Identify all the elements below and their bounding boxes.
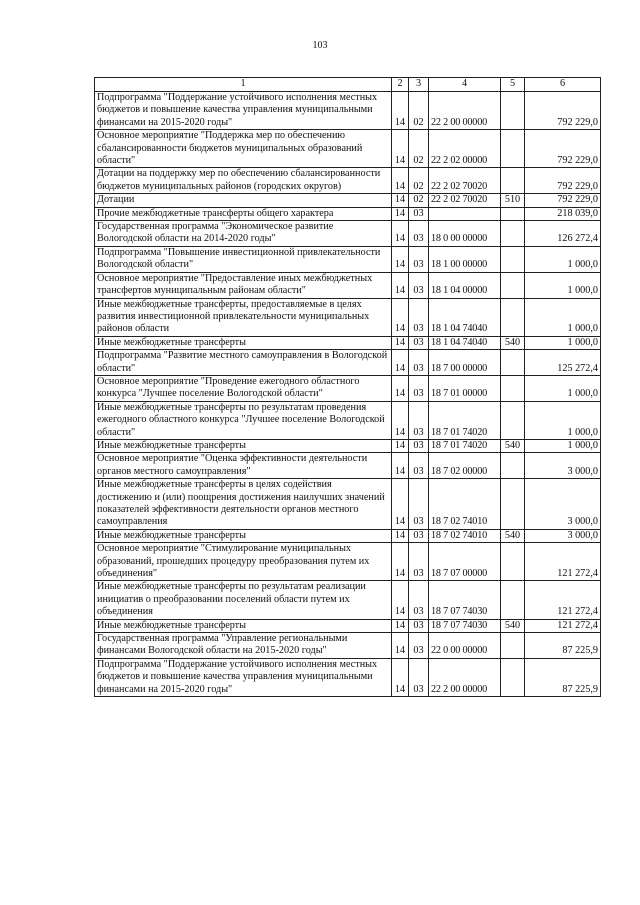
target-article-code: 22 2 02 70020 bbox=[429, 194, 501, 207]
table-row bbox=[95, 453, 601, 479]
target-article-code: 18 7 02 74010 bbox=[429, 529, 501, 542]
section-code: 14 bbox=[392, 658, 409, 696]
table-row bbox=[95, 479, 601, 530]
amount: 1 000,0 bbox=[525, 272, 601, 298]
subsection-code: 02 bbox=[409, 130, 429, 168]
row-name: Основное мероприятие "Предоставление иных межбюджетных трансфертов муниципальным районам области" bbox=[95, 272, 392, 298]
budget-table bbox=[94, 77, 601, 697]
amount: 792 229,0 bbox=[525, 130, 601, 168]
section-code: 14 bbox=[392, 207, 409, 220]
subsection-code: 03 bbox=[409, 439, 429, 452]
row-name: Иные межбюджетные трансферты bbox=[95, 439, 392, 452]
table-header-row bbox=[95, 78, 601, 92]
expense-type-code: 540 bbox=[501, 619, 525, 632]
section-code: 14 bbox=[392, 336, 409, 349]
expense-type-code: 540 bbox=[501, 439, 525, 452]
section-code: 14 bbox=[392, 298, 409, 336]
expense-type-code bbox=[501, 479, 525, 530]
table-row bbox=[95, 336, 601, 349]
subsection-code: 03 bbox=[409, 246, 429, 272]
subsection-code: 03 bbox=[409, 453, 429, 479]
row-name: Иные межбюджетные трансферты, предоставляемые в целях развития инвестиционной привлекательности муниципальных районов области bbox=[95, 298, 392, 336]
expense-type-code: 510 bbox=[501, 194, 525, 207]
column-header: 1 bbox=[95, 78, 392, 92]
amount: 218 039,0 bbox=[525, 207, 601, 220]
target-article-code: 18 7 02 74010 bbox=[429, 479, 501, 530]
expense-type-code bbox=[501, 92, 525, 130]
table-row bbox=[95, 375, 601, 401]
section-code: 14 bbox=[392, 350, 409, 376]
section-code: 14 bbox=[392, 375, 409, 401]
amount: 87 225,9 bbox=[525, 658, 601, 696]
section-code: 14 bbox=[392, 633, 409, 659]
column-header: 4 bbox=[429, 78, 501, 92]
row-name: Иные межбюджетные трансферты bbox=[95, 619, 392, 632]
subsection-code: 02 bbox=[409, 194, 429, 207]
table-row bbox=[95, 633, 601, 659]
table-row bbox=[95, 246, 601, 272]
target-article-code: 22 2 00 00000 bbox=[429, 658, 501, 696]
expense-type-code bbox=[501, 246, 525, 272]
expense-type-code bbox=[501, 272, 525, 298]
amount: 87 225,9 bbox=[525, 633, 601, 659]
table-row bbox=[95, 130, 601, 168]
expense-type-code bbox=[501, 298, 525, 336]
amount: 126 272,4 bbox=[525, 221, 601, 247]
subsection-code: 02 bbox=[409, 168, 429, 194]
column-header: 5 bbox=[501, 78, 525, 92]
table-row bbox=[95, 401, 601, 439]
target-article-code: 18 1 04 74040 bbox=[429, 298, 501, 336]
table-row bbox=[95, 168, 601, 194]
amount: 3 000,0 bbox=[525, 529, 601, 542]
target-article-code bbox=[429, 207, 501, 220]
subsection-code: 03 bbox=[409, 207, 429, 220]
subsection-code: 03 bbox=[409, 479, 429, 530]
section-code: 14 bbox=[392, 130, 409, 168]
target-article-code: 18 7 01 00000 bbox=[429, 375, 501, 401]
target-article-code: 18 7 07 00000 bbox=[429, 543, 501, 581]
subsection-code: 03 bbox=[409, 221, 429, 247]
target-article-code: 18 1 04 74040 bbox=[429, 336, 501, 349]
target-article-code: 22 0 00 00000 bbox=[429, 633, 501, 659]
amount: 1 000,0 bbox=[525, 298, 601, 336]
expense-type-code bbox=[501, 375, 525, 401]
table-row bbox=[95, 207, 601, 220]
row-name: Иные межбюджетные трансферты по результатам реализации инициатив о преобразовании поселений области путем их объединения bbox=[95, 581, 392, 619]
section-code: 14 bbox=[392, 543, 409, 581]
amount: 1 000,0 bbox=[525, 439, 601, 452]
amount: 121 272,4 bbox=[525, 543, 601, 581]
section-code: 14 bbox=[392, 221, 409, 247]
table-row bbox=[95, 272, 601, 298]
expense-type-code bbox=[501, 633, 525, 659]
expense-type-code bbox=[501, 543, 525, 581]
row-name: Иные межбюджетные трансферты bbox=[95, 529, 392, 542]
amount: 792 229,0 bbox=[525, 92, 601, 130]
section-code: 14 bbox=[392, 581, 409, 619]
subsection-code: 03 bbox=[409, 298, 429, 336]
target-article-code: 18 1 04 00000 bbox=[429, 272, 501, 298]
table-row bbox=[95, 350, 601, 376]
row-name: Дотации bbox=[95, 194, 392, 207]
subsection-code: 03 bbox=[409, 350, 429, 376]
table-row bbox=[95, 439, 601, 452]
expense-type-code bbox=[501, 168, 525, 194]
row-name: Прочие межбюджетные трансферты общего характера bbox=[95, 207, 392, 220]
section-code: 14 bbox=[392, 246, 409, 272]
amount: 792 229,0 bbox=[525, 168, 601, 194]
subsection-code: 03 bbox=[409, 543, 429, 581]
expense-type-code bbox=[501, 453, 525, 479]
section-code: 14 bbox=[392, 194, 409, 207]
section-code: 14 bbox=[392, 272, 409, 298]
expense-type-code bbox=[501, 658, 525, 696]
table-row bbox=[95, 529, 601, 542]
target-article-code: 22 2 02 00000 bbox=[429, 130, 501, 168]
subsection-code: 03 bbox=[409, 619, 429, 632]
page-number: 103 bbox=[312, 40, 328, 51]
target-article-code: 18 7 07 74030 bbox=[429, 619, 501, 632]
section-code: 14 bbox=[392, 453, 409, 479]
row-name: Подпрограмма "Развитие местного самоуправления в Вологодской области" bbox=[95, 350, 392, 376]
row-name: Подпрограмма "Поддержание устойчивого исполнения местных бюджетов и повышение качества управления муниципальными финансами на 2015-2020 годы" bbox=[95, 92, 392, 130]
target-article-code: 18 0 00 00000 bbox=[429, 221, 501, 247]
section-code: 14 bbox=[392, 439, 409, 452]
subsection-code: 03 bbox=[409, 375, 429, 401]
row-name: Государственная программа "Управление региональными финансами Вологодской области на 2015-2020 годы" bbox=[95, 633, 392, 659]
column-header: 2 bbox=[392, 78, 409, 92]
expense-type-code bbox=[501, 581, 525, 619]
expense-type-code bbox=[501, 350, 525, 376]
target-article-code: 18 7 07 74030 bbox=[429, 581, 501, 619]
section-code: 14 bbox=[392, 479, 409, 530]
column-header: 3 bbox=[409, 78, 429, 92]
subsection-code: 03 bbox=[409, 633, 429, 659]
section-code: 14 bbox=[392, 529, 409, 542]
expense-type-code bbox=[501, 130, 525, 168]
row-name: Иные межбюджетные трансферты bbox=[95, 336, 392, 349]
table-row bbox=[95, 194, 601, 207]
target-article-code: 18 7 01 74020 bbox=[429, 439, 501, 452]
expense-type-code: 540 bbox=[501, 336, 525, 349]
target-article-code: 22 2 00 00000 bbox=[429, 92, 501, 130]
amount: 1 000,0 bbox=[525, 401, 601, 439]
table-row bbox=[95, 92, 601, 130]
amount: 1 000,0 bbox=[525, 375, 601, 401]
row-name: Иные межбюджетные трансферты по результатам проведения ежегодного областного конкурса "Лучшее поселение Вологодской области" bbox=[95, 401, 392, 439]
amount: 1 000,0 bbox=[525, 336, 601, 349]
row-name: Основное мероприятие "Поддержка мер по обеспечению сбалансированности бюджетов муниципальных образований области" bbox=[95, 130, 392, 168]
section-code: 14 bbox=[392, 92, 409, 130]
expense-type-code bbox=[501, 401, 525, 439]
amount: 121 272,4 bbox=[525, 581, 601, 619]
row-name: Основное мероприятие "Стимулирование муниципальных образований, прошедших процедуру преобразования путем их объединения" bbox=[95, 543, 392, 581]
subsection-code: 03 bbox=[409, 529, 429, 542]
table-row bbox=[95, 619, 601, 632]
row-name: Подпрограмма "Поддержание устойчивого исполнения местных бюджетов и повышение качества управления муниципальными финансами на 2015-2020 годы" bbox=[95, 658, 392, 696]
target-article-code: 22 2 02 70020 bbox=[429, 168, 501, 194]
row-name: Дотации на поддержку мер по обеспечению сбалансированности бюджетов муниципальных районов (городских округов) bbox=[95, 168, 392, 194]
target-article-code: 18 7 01 74020 bbox=[429, 401, 501, 439]
target-article-code: 18 7 00 00000 bbox=[429, 350, 501, 376]
subsection-code: 03 bbox=[409, 401, 429, 439]
subsection-code: 03 bbox=[409, 581, 429, 619]
table-row bbox=[95, 298, 601, 336]
expense-type-code bbox=[501, 207, 525, 220]
expense-type-code bbox=[501, 221, 525, 247]
section-code: 14 bbox=[392, 401, 409, 439]
target-article-code: 18 7 02 00000 bbox=[429, 453, 501, 479]
row-name: Основное мероприятие "Оценка эффективности деятельности органов местного самоуправления" bbox=[95, 453, 392, 479]
column-header: 6 bbox=[525, 78, 601, 92]
amount: 125 272,4 bbox=[525, 350, 601, 376]
subsection-code: 02 bbox=[409, 92, 429, 130]
row-name: Основное мероприятие "Проведение ежегодного областного конкурса "Лучшее поселение Вологодской области" bbox=[95, 375, 392, 401]
section-code: 14 bbox=[392, 168, 409, 194]
section-code: 14 bbox=[392, 619, 409, 632]
table-row bbox=[95, 658, 601, 696]
subsection-code: 03 bbox=[409, 272, 429, 298]
subsection-code: 03 bbox=[409, 336, 429, 349]
amount: 1 000,0 bbox=[525, 246, 601, 272]
table-row bbox=[95, 543, 601, 581]
amount: 3 000,0 bbox=[525, 453, 601, 479]
amount: 121 272,4 bbox=[525, 619, 601, 632]
target-article-code: 18 1 00 00000 bbox=[429, 246, 501, 272]
row-name: Государственная программа "Экономическое развитие Вологодской области на 2014-2020 годы" bbox=[95, 221, 392, 247]
row-name: Иные межбюджетные трансферты в целях содействия достижению и (или) поощрения достижения наилучших значений показателей эффективности деятельности органов местного самоуправления bbox=[95, 479, 392, 530]
expense-type-code: 540 bbox=[501, 529, 525, 542]
table-row bbox=[95, 581, 601, 619]
row-name: Подпрограмма "Повышение инвестиционной привлекательности Вологодской области" bbox=[95, 246, 392, 272]
amount: 3 000,0 bbox=[525, 479, 601, 530]
table-row bbox=[95, 221, 601, 247]
amount: 792 229,0 bbox=[525, 194, 601, 207]
subsection-code: 03 bbox=[409, 658, 429, 696]
